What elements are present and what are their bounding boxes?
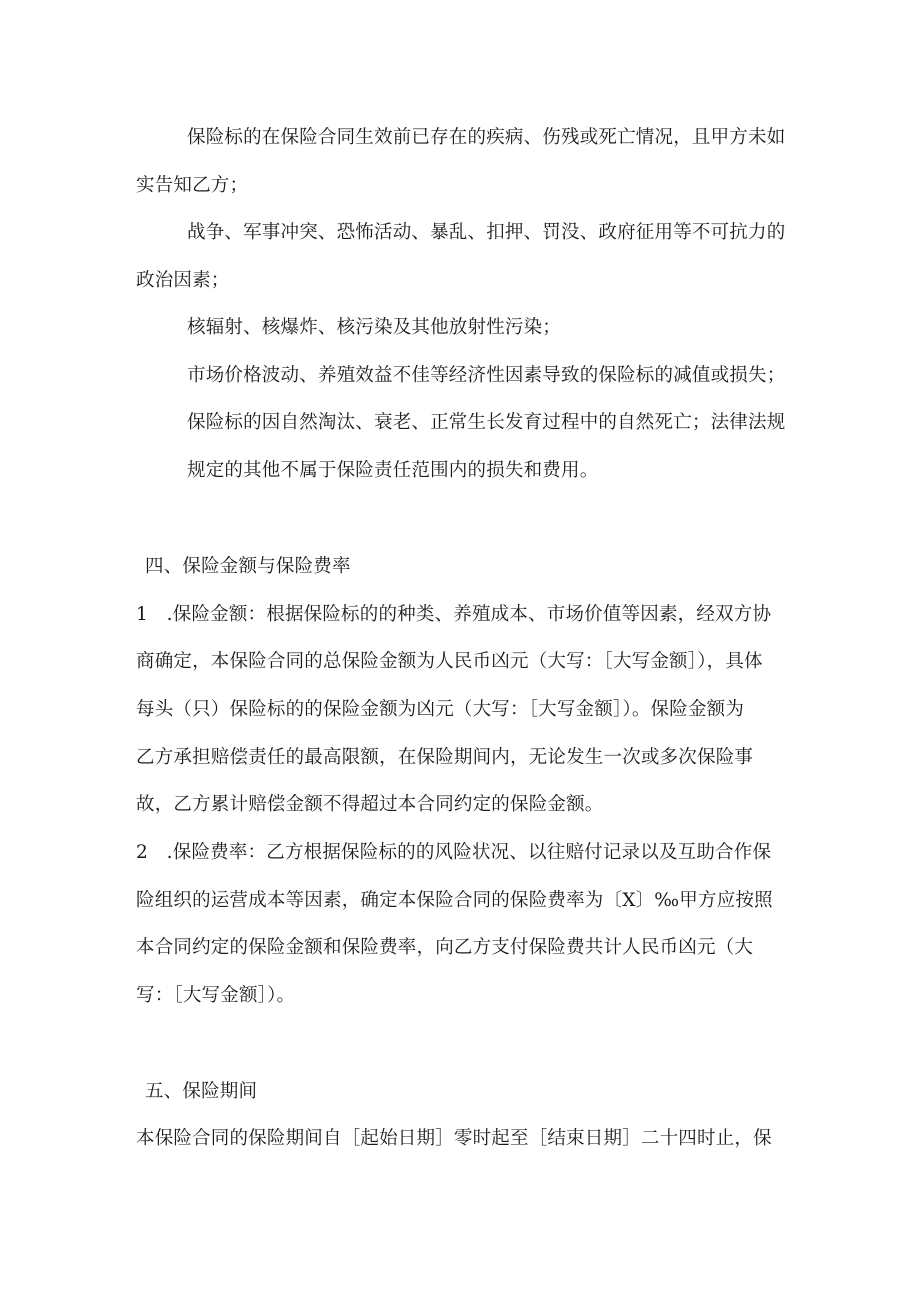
exclusion-item-4-line-1: 市场价格波动、养殖效益不佳等经济性因素导致的保险标的减值或损失； — [187, 365, 786, 386]
section-4-p2-line-4: 写：［大写金额］）。 — [136, 985, 296, 1006]
section-4-p2-line-2: 险组织的运营成本等因素，确定本保险合同的保险费率为〔X〕‰甲方应按照 — [136, 890, 773, 911]
exclusion-item-3-line-1: 核辐射、核爆炸、核污染及其他放射性污染； — [187, 317, 562, 338]
section-5-title: 五、保险期间 — [145, 1081, 258, 1102]
section-4-p1-line-5: 故，乙方累计赔偿金额不得超过本合同约定的保险金额。 — [136, 794, 604, 815]
section-4-p1-line-1: 1 .保险金额：根据保险标的的种类、养殖成本、市场价值等因素，经双方协 — [136, 604, 772, 625]
exclusion-item-5-line-1: 保险标的因自然淘汰、衰老、正常生长发育过程中的自然死亡；法律法规 — [187, 412, 786, 433]
section-4-p1-line-3: 每头（只）保险标的的保险金额为凶元（大写：［大写金额］）。保险金额为 — [136, 699, 745, 720]
exclusion-item-2-line-1: 战争、军事冲突、恐怖活动、暴乱、扣押、罚没、政府征用等不可抗力的 — [187, 222, 786, 243]
section-5-p1-line-1: 本保险合同的保险期间自［起始日期］零时起至［结束日期］二十四时止，保 — [136, 1128, 772, 1149]
section-4-p1-line-2: 商确定，本保险合同的总保险金额为人民币凶元（大写：［大写金额］），具体 — [136, 651, 763, 672]
exclusion-item-1-line-2: 实告知乙方； — [136, 175, 249, 196]
section-4-p2-line-3: 本合同约定的保险金额和保险费率，向乙方支付保险费共计人民币凶元（大 — [136, 937, 754, 958]
exclusion-item-1-line-1: 保险标的在保险合同生效前已存在的疾病、伤残或死亡情况，且甲方未如 — [187, 127, 786, 148]
section-4-p2-line-1: 2 .保险费率：乙方根据保险标的的风险状况、以往赔付记录以及互助合作保 — [136, 842, 772, 863]
exclusion-item-2-line-2: 政治因素； — [136, 270, 230, 291]
section-4-title: 四、保险金额与保险费率 — [145, 556, 351, 577]
exclusion-item-5-line-2: 规定的其他不属于保险责任范围内的损失和费用。 — [187, 460, 599, 481]
section-4-p1-line-4: 乙方承担赔偿责任的最高限额，在保险期间内，无论发生一次或多次保险事 — [136, 747, 754, 768]
